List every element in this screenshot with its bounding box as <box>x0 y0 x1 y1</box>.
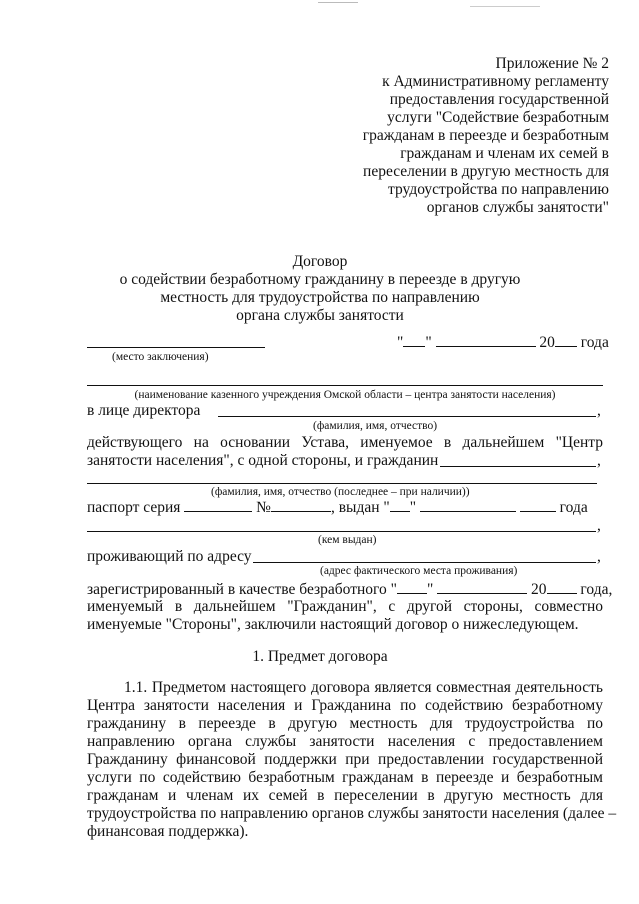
title-line: местность для трудоустройства по направлению <box>160 289 480 306</box>
paragraph-line: направлению органа службы занятости населения с предоставлением <box>87 733 603 750</box>
reg-month-blank[interactable] <box>437 580 527 594</box>
residing-label: проживающий по адресу <box>87 548 252 565</box>
appendix-line: гражданам и членам их семей в <box>400 145 609 162</box>
quote-open: " <box>397 334 404 351</box>
issued-label: , выдан " <box>330 499 390 516</box>
issued-by-hint: (кем выдан) <box>318 534 377 546</box>
month-blank[interactable] <box>436 333 536 347</box>
reg-year-prefix: 20 <box>531 581 547 598</box>
institution-hint: (наименование казенного учреждения Омской области – центра занятости населения) <box>134 389 556 401</box>
named-line: именуемый в дальнейшем "Гражданин", с другой стороны, совместно <box>87 598 603 615</box>
title-line: Договор <box>292 253 348 270</box>
citizen-fio-hint: (фамилия, имя, отчество (последнее – при наличии)) <box>211 486 470 498</box>
appendix-line: к Административному регламенту <box>382 73 609 90</box>
paragraph-line: услуги по содействию безработным гражданам в переезде и безработным <box>87 769 603 786</box>
section-heading: 1. Предмет договора <box>252 648 388 665</box>
comma: , <box>597 548 601 565</box>
reg-year-suffix: года, <box>580 581 613 598</box>
quote-close: " <box>409 499 417 516</box>
citizen-fio-field[interactable] <box>87 483 597 484</box>
parties-line: именуемые "Стороны", заключили настоящий договор о нижеследующем. <box>87 616 579 633</box>
issued-year-blank[interactable] <box>520 498 556 512</box>
reg-day-blank[interactable] <box>397 580 427 594</box>
appendix-line: органов службы занятости" <box>426 199 609 216</box>
passport-series-label: паспорт серия <box>87 499 181 516</box>
registered-line <box>87 580 612 598</box>
director-label: в лице директора <box>87 402 201 419</box>
paragraph-line: трудоустройства по направлению органов службы занятости населения (далее – <box>87 805 617 822</box>
year-prefix: 20 <box>539 334 555 351</box>
issued-month-blank[interactable] <box>420 498 516 512</box>
comma: , <box>597 452 601 469</box>
year-suffix: года <box>580 334 609 351</box>
series-blank[interactable] <box>184 498 252 512</box>
address-hint: (адрес фактического места проживания) <box>320 565 518 577</box>
title-line: органа службы занятости <box>236 307 404 324</box>
paragraph-line: 1.1. Предметом настоящего договора является совместная деятельность <box>124 679 603 696</box>
institution-field[interactable] <box>87 385 603 386</box>
paragraph-line: Гражданину финансовой поддержки при предоставлении государственной <box>87 751 603 768</box>
scan-artifact <box>318 2 358 3</box>
comma: , <box>597 402 601 419</box>
issued-day-blank[interactable] <box>390 498 410 512</box>
scan-artifact <box>470 6 540 7</box>
issued-by-field[interactable] <box>87 531 596 532</box>
paragraph-line: Центра занятости населения и Гражданина по содействию безработному <box>87 697 603 714</box>
acting-line: действующего на основании Устава, именуемое в дальнейшем "Центр <box>87 434 603 451</box>
reg-year-blank[interactable] <box>547 580 577 594</box>
quote-close: " <box>426 581 434 598</box>
quote-close: " <box>425 334 432 351</box>
center-line: занятости населения", с одной стороны, и гражданин <box>87 452 439 469</box>
comma: , <box>597 517 601 534</box>
place-field[interactable] <box>87 347 265 348</box>
day-blank[interactable] <box>403 333 425 347</box>
paragraph-line: финансовая поддержка). <box>87 823 249 840</box>
citizen-field[interactable] <box>440 466 596 467</box>
appendix-line: трудоустройства по направлению <box>388 181 609 198</box>
appendix-line: Приложение № 2 <box>495 55 609 72</box>
passport-number-label: № <box>256 499 271 516</box>
number-blank[interactable] <box>271 498 331 512</box>
appendix-line: переселении в другую местность для <box>363 163 609 180</box>
appendix-line: гражданам в переезде и безработным <box>362 127 609 144</box>
registered-label: зарегистрированный в качестве безработного " <box>87 581 397 598</box>
fio-hint: (фамилия, имя, отчество) <box>313 420 438 432</box>
appendix-line: предоставления государственной <box>389 91 609 108</box>
director-field[interactable] <box>218 416 596 417</box>
paragraph-line: гражданам и членам их семей в переселении в другую местность для <box>87 787 603 804</box>
date-field <box>397 333 609 351</box>
year-word: года <box>559 499 588 516</box>
place-hint: (место заключения) <box>112 351 209 363</box>
address-field[interactable] <box>253 562 596 563</box>
passport-line <box>87 498 588 516</box>
appendix-line: услуги "Содействие безработным <box>387 109 609 126</box>
year-blank[interactable] <box>555 333 577 347</box>
title-line: о содействии безработному гражданину в переезде в другую <box>119 271 521 288</box>
paragraph-line: гражданину в переезде в другую местность для трудоустройства по <box>87 715 603 732</box>
